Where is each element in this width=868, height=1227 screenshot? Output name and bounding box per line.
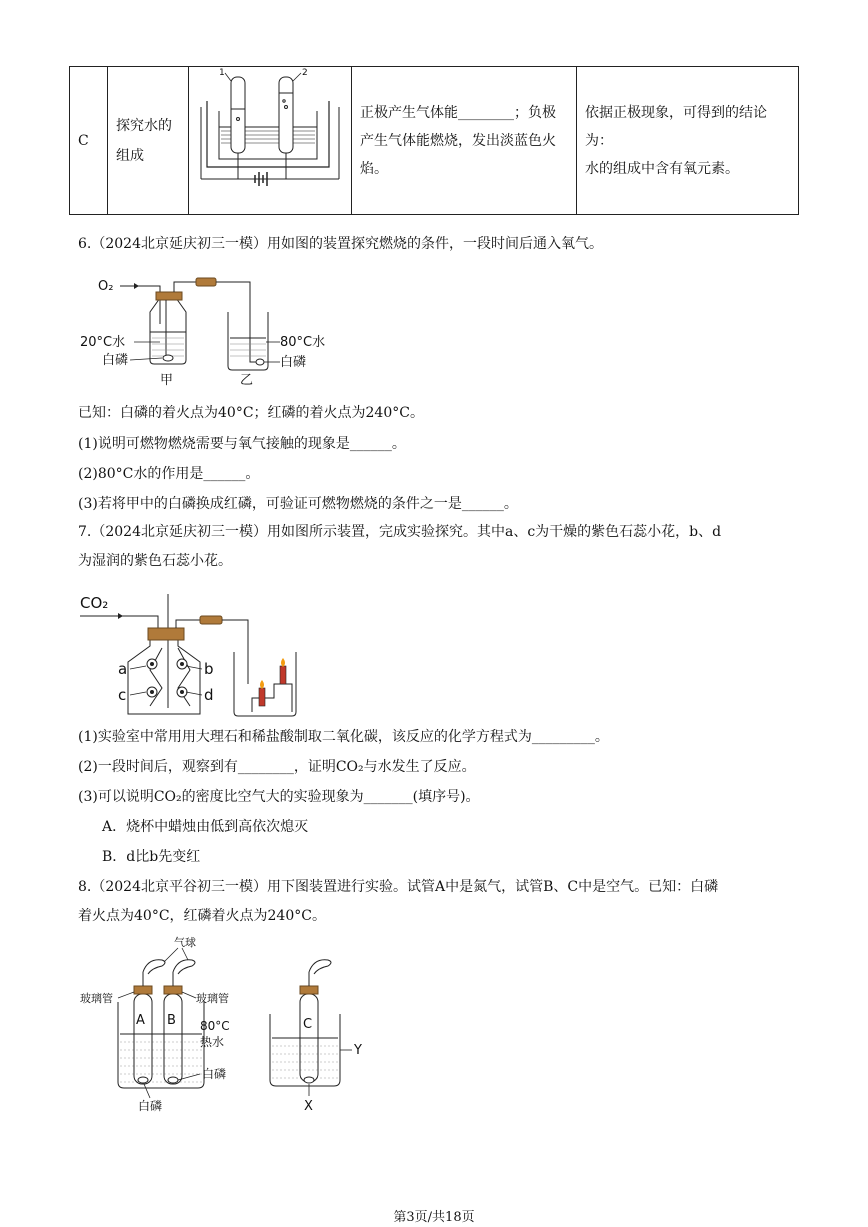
- q6-known: 已知：白磷的着火点为40°C；红磷的着火点为240°C。: [78, 405, 424, 421]
- left-water-label: 20°C水: [80, 335, 126, 350]
- flower-d-label: d: [204, 686, 214, 704]
- right-water-label: 80°C水: [280, 335, 326, 350]
- hot-water-label: 热水: [200, 1035, 225, 1049]
- white-phosphorus-bottom-label: 白磷: [138, 1099, 163, 1113]
- q6-item-2: (2)80°C水的作用是______。: [78, 466, 260, 482]
- q7-stem-1: 7.（2024北京延庆初三一模）用如图所示装置，完成实验探究。其中a、c为干燥的紫色石蕊小花，b、d: [78, 524, 722, 540]
- phenomenon-cell: 正极产生气体能________；负极产生气体能燃烧，发出淡蓝色火焰。: [352, 67, 577, 215]
- tube-1-label: 1: [219, 68, 225, 78]
- q7-option-a: A．烧杯中蜡烛由低到高依次熄灭: [102, 819, 309, 835]
- q6-item-1: (1)说明可燃物燃烧需要与氧气接触的现象是______。: [78, 436, 406, 452]
- q7-option-b: B．d比b先变红: [102, 849, 201, 865]
- left-phosphorus-label: 白磷: [102, 353, 129, 368]
- conclusion-cell: 依据正极现象，可得到的结论为： 水的组成中含有氧元素。: [577, 67, 799, 215]
- q7-item-1: (1)实验室中常用用大理石和稀盐酸制取二氧化碳，该反应的化学方程式为_________。: [78, 729, 609, 745]
- glass-tube-left-label: 玻璃管: [80, 992, 113, 1005]
- tube-a-label: A: [136, 1013, 145, 1028]
- experiment-table: [69, 66, 799, 215]
- experiment-name: 探究水的组成: [108, 67, 189, 215]
- left-bottle-name: 甲: [160, 373, 174, 388]
- page-footer: 第3页/共18页: [393, 1210, 475, 1225]
- right-beaker-name: 乙: [240, 373, 254, 388]
- q8-figure: [78, 932, 378, 1114]
- row-label: C: [70, 67, 108, 215]
- x-label: X: [304, 1099, 313, 1114]
- tube-c-label: C: [303, 1017, 313, 1032]
- q8-stem-2: 着火点为40°C，红磷着火点为240°C。: [78, 908, 326, 924]
- glass-tube-right-label: 玻璃管: [196, 992, 229, 1005]
- electrolysis-apparatus: [189, 67, 352, 215]
- q7-figure: [78, 588, 308, 718]
- flower-c-label: c: [118, 686, 127, 704]
- o2-label: O₂: [98, 279, 114, 294]
- tube-2-label: 2: [302, 68, 308, 78]
- q7-stem-2: 为湿润的紫色石蕊小花。: [78, 553, 232, 569]
- q6-item-3: (3)若将甲中的白磷换成红磷，可验证可燃物燃烧的条件之一是______。: [78, 496, 518, 512]
- q7-item-2: (2)一段时间后，观察到有________，证明CO₂与水发生了反应。: [78, 759, 476, 775]
- balloon-label: 气球: [174, 936, 196, 949]
- right-phosphorus-label: 白磷: [280, 355, 307, 370]
- temperature-label: 80°C: [200, 1019, 230, 1033]
- y-label: Y: [354, 1043, 362, 1058]
- table-row: [70, 67, 799, 215]
- q8-stem-1: 8.（2024北京平谷初三一模）用下图装置进行实验。试管A中是氮气，试管B、C中是空气。已知：白磷: [78, 879, 719, 895]
- tube-b-label: B: [167, 1013, 176, 1028]
- white-phosphorus-right-label: 白磷: [202, 1067, 227, 1081]
- q6-figure: [78, 268, 350, 390]
- electrolysis-figure: [189, 67, 351, 204]
- q6-stem: 6.（2024北京延庆初三一模）用如图的装置探究燃烧的条件，一段时间后通入氧气。: [78, 236, 603, 252]
- q7-item-3: (3)可以说明CO₂的密度比空气大的实验现象为_______(填序号)。: [78, 789, 480, 805]
- flower-b-label: b: [204, 660, 214, 678]
- co2-label: CO₂: [80, 594, 109, 612]
- flower-a-label: a: [118, 660, 128, 678]
